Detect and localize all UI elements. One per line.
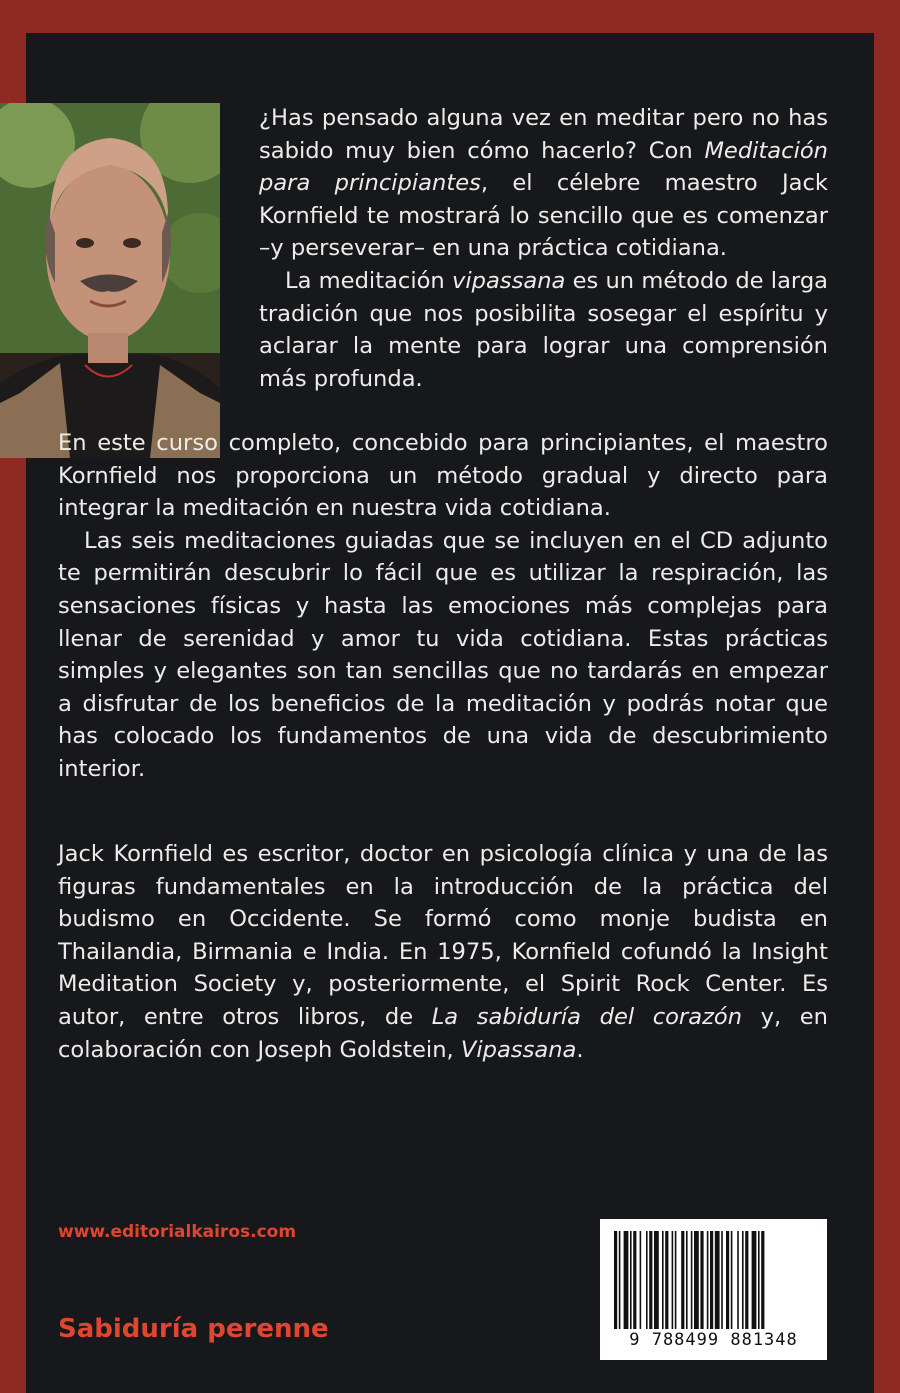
intro-text-end: , el célebre maestro Jack Kornfield te mostrará lo sencillo que es comenzar –y perseverar– en una práctica cotidiana. [259, 170, 829, 262]
term-vipassana: vipassana [451, 267, 566, 294]
barcode-bars [614, 1231, 813, 1329]
author-photo [0, 103, 220, 458]
intro-paragraph [259, 102, 828, 395]
intro-text-start: ¿Has pensado alguna vez en meditar pero no has sabido muy bien cómo hacerlo? Con [259, 105, 828, 164]
paragraph3: Las seis meditaciones guiadas que se incluyen en el CD adjunto te permitirán descubrir lo fácil que es utilizar la respiración, las sensaciones físicas y hasta las emociones más complejas para llenar de serenidad y amor tu vida cotidiana. Estas prácticas simples y elegantes son tan sencillas que no tardarás en empezar a disfrutar de los beneficios de la meditación y podrás notar que has colocado los fundamentos de una vida de descubrimiento interior. [58, 527, 828, 782]
barcode [600, 1219, 827, 1360]
publisher-url[interactable]: www.editorialkairos.com [58, 1222, 297, 1242]
isbn-number: 9 788499 881348 [629, 1330, 798, 1350]
bio-end: . [576, 1036, 584, 1063]
author-bio [58, 838, 828, 1066]
bio-text: Jack Kornfield es escritor, doctor en psicología clínica y una de las figuras fundamentales en la introducción de la práctica del budismo en Occidente. Se formó como monje budista en Thailandia, Birmania e India. En 1975, Kornfield cofundó la Insight Meditation Society y, posteriormente, el Spirit Rock Center. Es autor, entre otros libros, de [58, 841, 828, 1030]
description-continuation [58, 427, 828, 786]
bio-book2: Vipassana [460, 1036, 577, 1063]
paragraph2-top: es un método de larga tradición que nos posibilita sosegar el espíritu y aclarar la mente para lograr una comprensión más profunda. [259, 267, 829, 392]
bio-middle: y, en colaboración con Joseph Goldstein, [58, 1003, 828, 1063]
paragraph2-continuation: En este curso completo, concebido para principiantes, el maestro Kornfield nos proporciona un método gradual y directo para integrar la meditación en nuestra vida cotidiana. [58, 430, 828, 522]
book-title: Meditación para principiantes [259, 137, 828, 197]
series-name: Sabiduría perenne [58, 1314, 329, 1344]
paragraph2-start: La meditación [285, 267, 452, 294]
bio-book1: La sabiduría del corazón [431, 1003, 743, 1030]
